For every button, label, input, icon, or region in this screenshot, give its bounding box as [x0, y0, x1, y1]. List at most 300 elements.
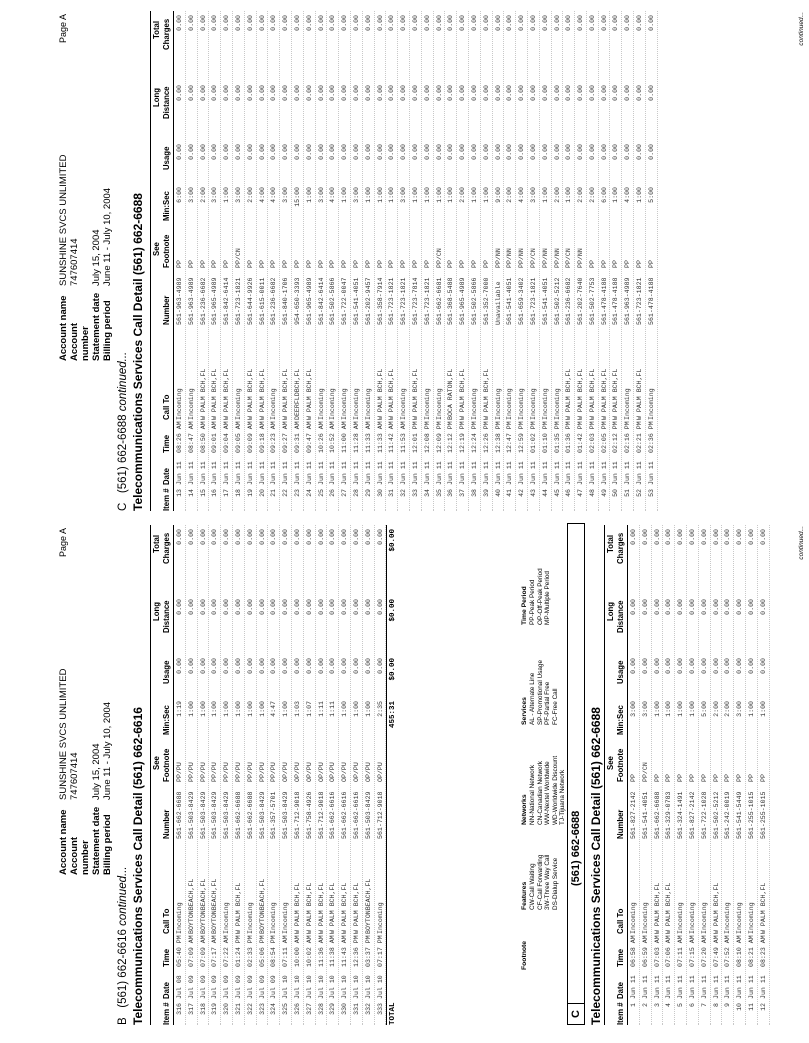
cell-usage: 0.00 — [636, 144, 644, 160]
cell-total-charges: 0.00 — [176, 15, 183, 31]
cell-minsec: 3:00 — [736, 701, 744, 717]
cell-number: 561-236-6682 — [199, 277, 207, 325]
cell-minsec: 2:00 — [712, 701, 720, 717]
cell-call-to: Incoming — [329, 388, 337, 420]
table-row — [316, 11, 328, 511]
cell-total-charges: 0.00 — [187, 529, 195, 545]
cell-number: 561-502-5212 — [712, 791, 720, 839]
cell-usage: 0.00 — [282, 144, 290, 160]
cell-time: 05:06 PM — [258, 935, 266, 967]
cell-date: Jun 11 — [736, 975, 744, 999]
header-date: Date — [162, 468, 171, 485]
cell-usage: 0.00 — [211, 658, 219, 674]
cell-number: 561-662-6616 — [341, 791, 349, 839]
cell-item: 4 — [665, 1003, 673, 1007]
cell-item: 27 — [341, 489, 349, 497]
legend-item: CN-Canadian Network — [536, 761, 544, 825]
cell-total-charges: 0.00 — [329, 529, 337, 545]
cell-usage: 0.00 — [246, 658, 254, 674]
cell-call-to: W PALM BCH,FL — [317, 882, 325, 934]
cell-footnote: PP/PU — [246, 762, 254, 782]
cell-minsec: 1:00 — [282, 701, 290, 717]
cell-time: 09:09 AM — [246, 421, 254, 453]
cell-footnote: PP/PU — [234, 762, 242, 782]
cell-time: 01:10 PM — [541, 421, 549, 453]
cell-date: Jun 11 — [759, 975, 767, 999]
cell-long-distance: 0.00 — [600, 85, 608, 101]
table-row — [758, 525, 770, 1025]
cell-usage: 0.00 — [270, 144, 278, 160]
table-row — [386, 11, 398, 511]
cell-item: 316 — [176, 1003, 183, 1015]
table-row — [268, 525, 280, 1025]
cell-number: 561-662-6616 — [329, 791, 337, 839]
continued-word: continued... — [117, 866, 129, 926]
cell-total-charges: 0.00 — [364, 15, 372, 31]
cell-long-distance: 0.00 — [665, 599, 673, 615]
cell-total-charges: 0.00 — [364, 529, 372, 545]
cell-date: Jun 11 — [282, 461, 290, 485]
table-row — [327, 11, 339, 511]
cell-long-distance: 0.00 — [270, 85, 278, 101]
cell-number: 561-503-8429 — [258, 791, 266, 839]
cell-minsec: 1:11 — [317, 701, 325, 717]
cell-minsec: 1:00 — [211, 701, 219, 717]
cell-long-distance: 0.00 — [246, 85, 254, 101]
cell-footnote: OP/PU — [293, 762, 301, 782]
cell-usage: 0.00 — [641, 658, 649, 674]
header-usage: Usage — [162, 146, 171, 170]
cell-usage: 0.00 — [364, 658, 372, 674]
table-row — [528, 11, 540, 511]
cell-number: 561-840-1706 — [282, 277, 290, 325]
cell-total-charges: 0.00 — [376, 15, 384, 31]
cell-date: Jun 11 — [234, 461, 242, 485]
cell-time: 09:31 AM — [293, 421, 301, 453]
cell-usage: 0.00 — [364, 144, 372, 160]
cell-long-distance: 0.00 — [187, 85, 195, 101]
cell-number: 561-842-6414 — [223, 277, 231, 325]
cell-long-distance: 0.00 — [199, 599, 207, 615]
cell-time: 12:12 PM — [447, 421, 455, 453]
cell-total-charges: 0.00 — [482, 15, 490, 31]
cell-usage: 0.00 — [305, 658, 313, 674]
cell-usage: 0.00 — [612, 144, 620, 160]
cell-call-to: Incoming — [700, 902, 708, 934]
header-footnote: Footnote — [616, 748, 625, 782]
cell-footnote: OP/PU — [329, 762, 337, 782]
cell-call-to: Incoming — [270, 902, 278, 934]
cell-item: 5 — [677, 1003, 685, 1007]
cell-footnote: PP — [459, 260, 467, 268]
cell-total-charges: 0.00 — [588, 15, 596, 31]
cell-usage: 0.00 — [677, 658, 685, 674]
cell-long-distance: 0.00 — [211, 599, 219, 615]
cell-long-distance: 0.00 — [376, 85, 384, 101]
cell-number: 561-255-1015 — [747, 791, 755, 839]
table-row — [481, 11, 493, 511]
cell-item: 326 — [293, 1003, 301, 1015]
cell-date: Jul 09 — [246, 975, 254, 999]
cell-call-to: Incoming — [747, 902, 755, 934]
cell-call-to: BOYTONBEACH,FL — [199, 878, 207, 934]
cell-long-distance: 0.00 — [223, 599, 231, 615]
cell-item: 52 — [636, 489, 644, 497]
cell-number: 561-541-4051 — [641, 791, 649, 839]
cell-usage: 0.00 — [600, 144, 608, 160]
cell-time: 09:04 AM — [223, 421, 231, 453]
cell-time: 07:03 AM — [653, 935, 661, 967]
cell-call-to: Incoming — [470, 388, 478, 420]
cell-footnote: PP — [600, 260, 608, 268]
cell-item: 34 — [423, 489, 431, 497]
cell-date: Jul 08 — [176, 975, 183, 999]
cell-total-charges: 0.00 — [577, 15, 585, 31]
legend-item: WD-Worldwide Discount — [551, 755, 559, 825]
legend-item: SP-Promotional Usage — [536, 659, 544, 725]
cell-total-charges: 0.00 — [376, 529, 384, 545]
cell-minsec: 1:00 — [435, 187, 443, 203]
cell-call-to: W PALM BCH,FL — [282, 368, 290, 420]
cell-date: Jun 11 — [341, 461, 349, 485]
cell-usage: 0.00 — [400, 144, 408, 160]
cell-footnote: PP — [482, 260, 490, 268]
cell-item: 47 — [577, 489, 585, 497]
cell-total-charges: 0.00 — [612, 15, 620, 31]
cell-long-distance: 0.00 — [494, 85, 502, 101]
account-value: SUNSHINE SVCS UNLIMITED — [58, 668, 69, 800]
cell-footnote: PP — [305, 260, 313, 268]
table-row — [652, 525, 664, 1025]
statement-page-right — [0, 6, 809, 511]
table-row — [174, 11, 186, 511]
cell-date: Jun 11 — [700, 975, 708, 999]
cell-call-to: W PALM BCH,FL — [600, 368, 608, 420]
cell-date: Jun 11 — [211, 461, 219, 485]
cell-number: 561-963-4989 — [624, 277, 632, 325]
call-detail-table — [150, 11, 658, 511]
cell-total-charges: 0.00 — [630, 529, 637, 545]
table-row — [469, 11, 481, 511]
cell-total-charges: 0.00 — [553, 15, 561, 31]
table-row — [552, 11, 564, 511]
cell-time: 12:47 PM — [506, 421, 514, 453]
cell-call-to: BOYTONBEACH,FL — [187, 878, 195, 934]
account-value: July 15, 2004 — [91, 743, 102, 800]
continued-phone: (561) 662-6688 — [117, 414, 129, 494]
cell-usage: 0.00 — [187, 658, 195, 674]
cell-footnote: PP — [700, 774, 708, 782]
cell-minsec: 9:00 — [494, 187, 502, 203]
account-key: Statement date — [91, 292, 102, 361]
account-key: Account number — [69, 837, 91, 875]
cell-item: 46 — [565, 489, 573, 497]
cell-usage: 0.00 — [223, 658, 231, 674]
cell-date: Jun 11 — [223, 461, 231, 485]
cell-date: Jul 10 — [376, 975, 384, 999]
cell-number: 561-723-1821 — [423, 277, 431, 325]
cell-date: Jun 11 — [529, 461, 537, 485]
cell-long-distance: 0.00 — [565, 85, 573, 101]
cell-long-distance: 0.00 — [364, 599, 372, 615]
box-letter: C — [568, 1003, 584, 1024]
cell-total-charges: 0.00 — [352, 15, 360, 31]
cell-item: 33 — [411, 489, 419, 497]
cell-item: 35 — [435, 489, 443, 497]
header-date: Date — [162, 982, 171, 999]
cell-number: 561-722-0047 — [341, 277, 349, 325]
cell-call-to: DEERFLDBCH,FL — [293, 368, 301, 420]
cell-footnote: PP/CN — [234, 248, 242, 268]
cell-time: 02:33 PM — [246, 935, 254, 967]
cell-usage: 0.00 — [341, 144, 349, 160]
header-see: See — [152, 242, 161, 256]
cell-usage: 0.00 — [624, 144, 632, 160]
cell-total-charges: 0.00 — [435, 15, 443, 31]
account-key: Billing period — [102, 300, 113, 361]
cell-footnote: PP/CN — [641, 762, 649, 782]
table-row — [186, 11, 198, 511]
cell-date: Jun 11 — [352, 461, 360, 485]
cell-total-charges: 0.00 — [624, 15, 632, 31]
cell-footnote: OP/PU — [317, 762, 325, 782]
cell-call-to: BOCA RATON,FL — [447, 368, 455, 420]
cell-usage: 0.00 — [724, 658, 732, 674]
table-row — [304, 525, 316, 1025]
cell-footnote: PP/PU — [223, 762, 231, 782]
cell-minsec: 1:00 — [759, 701, 767, 717]
cell-item: 25 — [317, 489, 325, 497]
table-row — [375, 525, 387, 1025]
call-detail-table-2 — [604, 525, 770, 1025]
cell-time: 06:59 AM — [641, 935, 649, 967]
cell-footnote: PP — [665, 774, 673, 782]
cell-long-distance: 0.00 — [712, 599, 720, 615]
table-row — [434, 11, 446, 511]
legend-item: FC-Free Call — [551, 688, 559, 725]
cell-time: 01:36 PM — [565, 421, 573, 453]
cell-footnote: PP/PU — [199, 762, 207, 782]
cell-item: 26 — [329, 489, 337, 497]
cell-long-distance: 0.00 — [305, 599, 313, 615]
cell-footnote: PP — [317, 260, 325, 268]
cell-long-distance: 0.00 — [411, 85, 419, 101]
cell-total-charges: 0.00 — [352, 529, 360, 545]
cell-call-to: W PALM BCH,FL — [246, 368, 254, 420]
cell-minsec: 1:00 — [688, 701, 696, 717]
cell-call-to: Incoming — [435, 388, 443, 420]
cell-number: 561-503-8429 — [211, 791, 219, 839]
cell-minsec: 1:00 — [246, 701, 254, 717]
cell-item: 15 — [199, 489, 207, 497]
table-row — [304, 11, 316, 511]
cell-minsec: 1:00 — [352, 701, 360, 717]
cell-time: 07:52 AM — [724, 935, 732, 967]
cell-total-charges: 0.00 — [199, 15, 207, 31]
cell-total-charges: 0.00 — [747, 529, 755, 545]
table-row — [363, 525, 375, 1025]
cell-call-to: Incoming — [541, 388, 549, 420]
cell-footnote: PP — [246, 260, 254, 268]
cell-usage: 0.00 — [518, 144, 526, 160]
cell-usage: 0.00 — [282, 658, 290, 674]
table-row — [540, 11, 552, 511]
cell-number: 561-712-9018 — [376, 791, 384, 839]
cell-usage: 0.00 — [482, 144, 490, 160]
cell-footnote: PP — [293, 260, 301, 268]
cell-call-to: Incoming — [270, 388, 278, 420]
cell-footnote: PP/CN — [565, 248, 573, 268]
cell-number: 561-202-9457 — [364, 277, 372, 325]
cell-date: Jun 11 — [199, 461, 207, 485]
cell-long-distance: 0.00 — [223, 85, 231, 101]
legend-services-heading: Services — [521, 697, 528, 725]
cell-number: 561-712-9018 — [317, 791, 325, 839]
cell-total-charges: 0.00 — [223, 529, 231, 545]
table-row — [245, 525, 257, 1025]
section-letter: B — [117, 1017, 129, 1025]
cell-date: Jun 11 — [317, 461, 325, 485]
cell-footnote: PP — [677, 774, 685, 782]
cell-long-distance: 0.00 — [624, 85, 632, 101]
cell-time: 09:18 AM — [258, 421, 266, 453]
cell-call-to: Incoming — [518, 388, 526, 420]
cell-minsec: 1:00 — [199, 701, 207, 717]
cell-footnote: PP — [176, 260, 183, 268]
cell-minsec: 3:00 — [630, 701, 637, 717]
cell-number: 561-329-0783 — [665, 791, 673, 839]
cell-item: 53 — [647, 489, 655, 497]
cell-number: 561-827-2142 — [630, 791, 637, 839]
cell-item: 22 — [282, 489, 290, 497]
cell-long-distance: 0.00 — [388, 85, 396, 101]
cell-date: Jun 11 — [329, 461, 337, 485]
account-key: Billing period — [102, 814, 113, 875]
cell-footnote: PP — [211, 260, 219, 268]
cell-time: 12:59 PM — [518, 421, 526, 453]
cell-number: 561-965-4989 — [459, 277, 467, 325]
cell-footnote: PP — [630, 774, 637, 782]
cell-long-distance: 0.00 — [423, 85, 431, 101]
cell-footnote: PP/NN — [506, 248, 514, 268]
account-key: Account number — [69, 323, 91, 361]
cell-usage: 0.00 — [470, 144, 478, 160]
cell-total-charges: 0.00 — [270, 529, 278, 545]
legend-item: 3W-Three Way Call — [544, 854, 552, 910]
cell-footnote: PP — [759, 774, 767, 782]
header-footnote: Footnote — [162, 234, 171, 268]
cell-item: 21 — [270, 489, 278, 497]
cell-total-charges: 0.00 — [293, 15, 301, 31]
header-item: Item # — [162, 1002, 171, 1025]
cell-time: 07:09 AM — [199, 935, 207, 967]
cell-minsec: 1:07 — [305, 701, 313, 717]
cell-time: 10:26 AM — [317, 421, 325, 453]
cell-long-distance: 0.00 — [653, 599, 661, 615]
cell-date: Jun 11 — [647, 461, 655, 485]
cell-item: 13 — [176, 489, 183, 497]
continued-footer: continued... — [798, 526, 805, 560]
cell-item: 319 — [211, 1003, 219, 1015]
cell-minsec: 1:00 — [482, 187, 490, 203]
cell-long-distance: 0.00 — [211, 85, 219, 101]
cell-long-distance: 0.00 — [636, 85, 644, 101]
cell-time: 08:47 AM — [187, 421, 195, 453]
cell-minsec: 1:00 — [677, 701, 685, 717]
legend-item: OP-Off-Peak Period — [536, 568, 544, 625]
cell-date: Jun 11 — [506, 461, 514, 485]
table-row — [280, 11, 292, 511]
cell-number: 561-662-6616 — [352, 791, 360, 839]
cell-item: 16 — [211, 489, 219, 497]
cell-number: 561-357-5701 — [270, 791, 278, 839]
legend-item: DS-Dialup Service — [551, 857, 559, 910]
cell-time: 02:36 PM — [647, 421, 655, 453]
cell-long-distance: 0.00 — [329, 599, 337, 615]
cell-footnote: PP — [712, 774, 720, 782]
cell-minsec: 1:00 — [187, 701, 195, 717]
cell-number: 561-827-2142 — [688, 791, 696, 839]
cell-item: 29 — [364, 489, 372, 497]
cell-footnote: PP/NN — [518, 248, 526, 268]
cell-footnote: PP — [376, 260, 384, 268]
section-box — [567, 523, 585, 1025]
cell-usage: 0.00 — [258, 144, 266, 160]
cell-date: Jun 11 — [665, 975, 673, 999]
header-number: Number — [162, 295, 171, 325]
cell-number: 561-502-5212 — [553, 277, 561, 325]
cell-date: Jun 11 — [270, 461, 278, 485]
cell-footnote: PP — [329, 260, 337, 268]
header-charges: Charges — [162, 532, 171, 564]
cell-footnote: OP/PU — [282, 762, 290, 782]
cell-item: 9 — [724, 1003, 732, 1007]
total-label: TOTAL — [389, 1002, 398, 1025]
cell-footnote: PP — [223, 260, 231, 268]
cell-call-to: Incoming — [176, 388, 183, 420]
cell-date: Jun 11 — [400, 461, 408, 485]
cell-call-to: Incoming — [736, 902, 744, 934]
account-value: June 11 - July 10, 2004 — [102, 701, 113, 800]
cell-call-to: W PALM BCH,FL — [305, 882, 313, 934]
cell-item: 28 — [352, 489, 360, 497]
cell-date: Jul 09 — [234, 975, 242, 999]
cell-minsec: 1:00 — [747, 701, 755, 717]
cell-number: 561-236-6682 — [270, 277, 278, 325]
header-call-to: Call To — [162, 908, 171, 934]
cell-call-to: W PALM BCH,FL — [612, 368, 620, 420]
legend-item: PF-Partial Free — [544, 681, 552, 725]
cell-number: 561-712-9018 — [293, 791, 301, 839]
cell-usage: 0.00 — [541, 144, 549, 160]
cell-number: 561-541-4051 — [541, 277, 549, 325]
cell-number: 561-965-4989 — [305, 277, 313, 325]
cell-total-charges: 0.00 — [246, 529, 254, 545]
cell-long-distance: 0.00 — [482, 85, 490, 101]
table-row — [587, 11, 599, 511]
cell-date: Jun 11 — [435, 461, 443, 485]
cell-time: 02:03 PM — [588, 421, 596, 453]
section-title: Telecommunications Services Call Detail (561) 662-6616 — [131, 707, 145, 1025]
cell-minsec: 1:11 — [329, 701, 337, 717]
cell-item: 10 — [736, 1003, 744, 1011]
cell-footnote: PP — [411, 260, 419, 268]
cell-time: 03:37 PM — [364, 935, 372, 967]
header-charges: Charges — [162, 18, 171, 50]
cell-minsec: 1:00 — [388, 187, 396, 203]
account-key: Statement date — [91, 806, 102, 875]
cell-item: 31 — [388, 489, 396, 497]
